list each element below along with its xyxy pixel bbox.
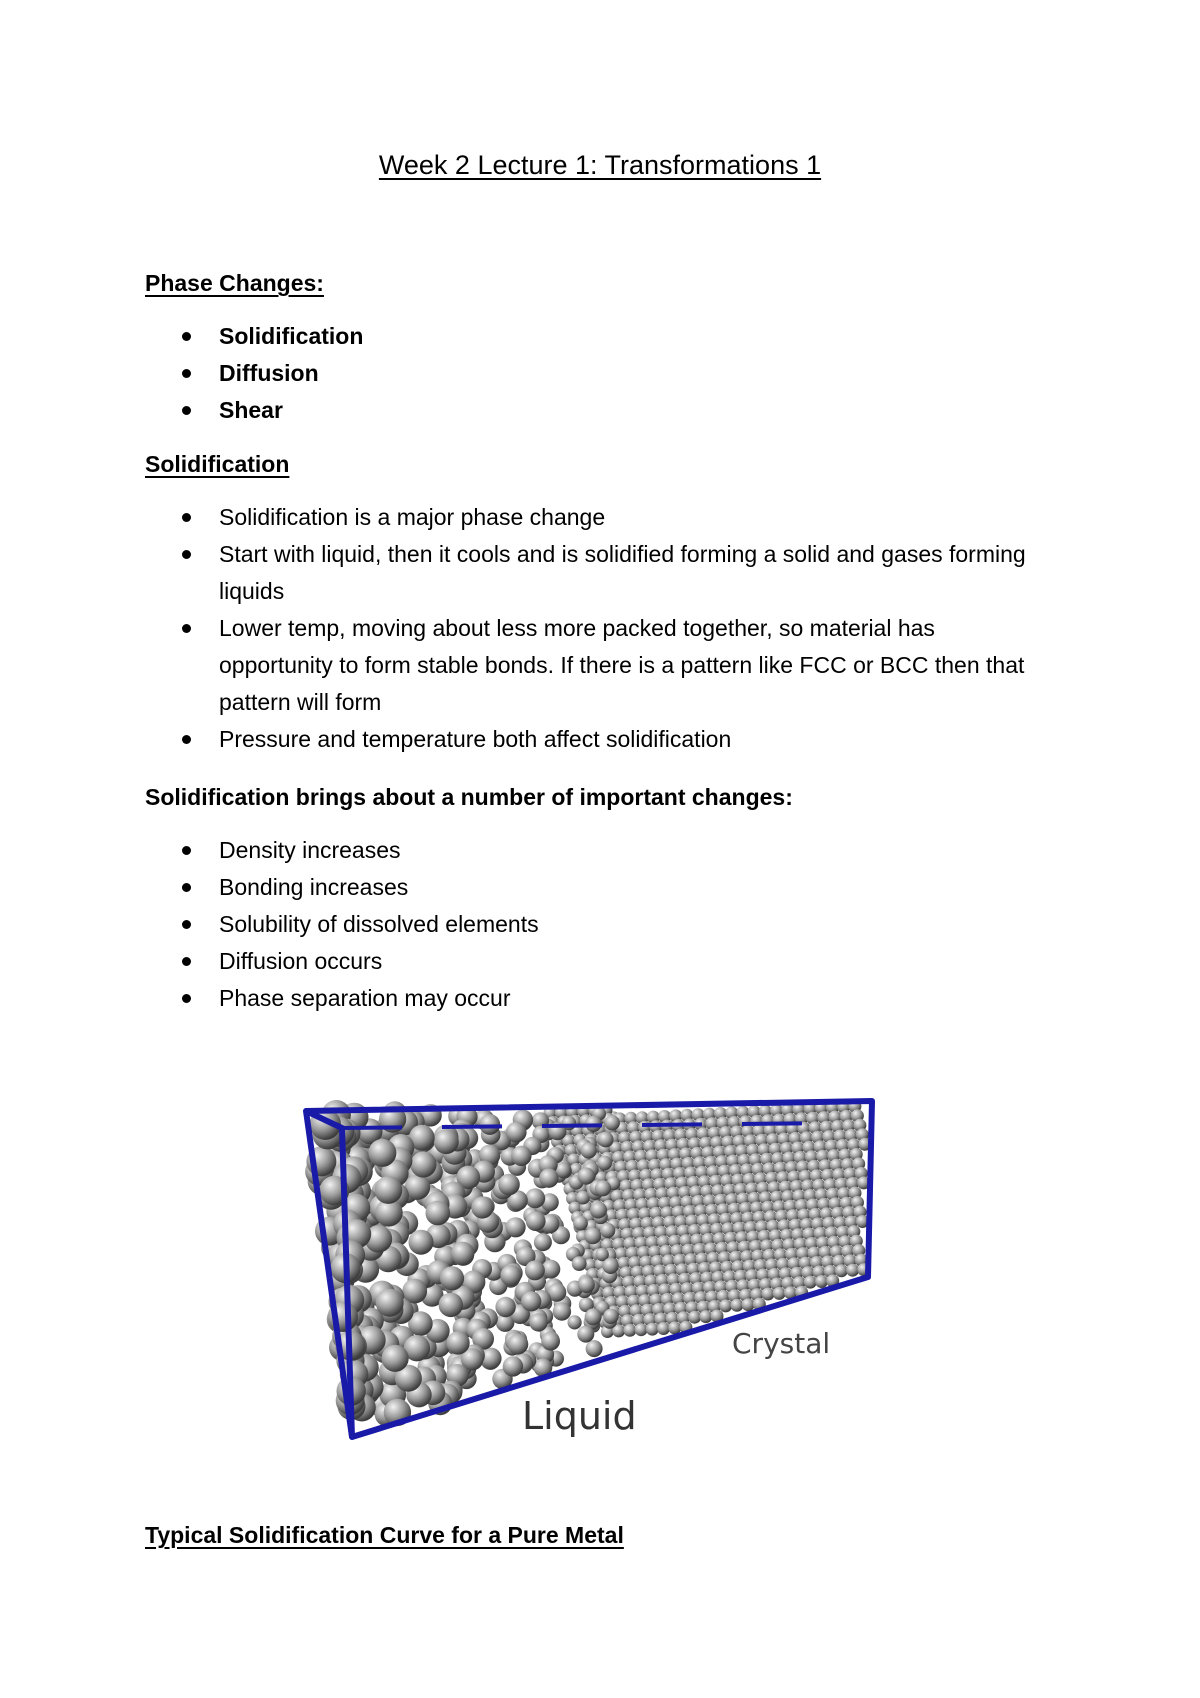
list-item: Density increases [145, 832, 1065, 869]
list-item: Solidification is a major phase change [145, 499, 1045, 536]
atom-sphere [699, 1310, 712, 1323]
list-item: Bonding increases [145, 869, 1065, 906]
atom-sphere [597, 1156, 612, 1171]
atom-sphere [410, 1151, 436, 1177]
atom-sphere [815, 1275, 828, 1288]
atom-box-illustration [300, 1095, 880, 1440]
list-item: Start with liquid, then it cools and is solidified forming a solid and gases forming liquids [145, 536, 1045, 610]
atom-sphere [591, 1202, 607, 1218]
bullet-icon [182, 883, 191, 892]
atom-sphere [581, 1142, 597, 1158]
atom-sphere [573, 1216, 588, 1231]
atom-sphere [578, 1168, 595, 1185]
atom-sphere [584, 1228, 601, 1245]
changes-heading: Solidification brings about a number of important changes: [145, 784, 793, 810]
list-item: Diffusion occurs [145, 943, 1065, 980]
bullet-icon [182, 735, 191, 744]
phase-changes-list [145, 318, 1065, 429]
atom-sphere [603, 1309, 618, 1324]
atom-sphere [568, 1315, 582, 1329]
atom-sphere [498, 1174, 520, 1196]
page-title: Week 2 Lecture 1: Transformations 1 [378, 150, 822, 180]
bullet-icon [182, 406, 191, 415]
list-item: Diffusion [145, 355, 1065, 392]
atom-sphere [600, 1223, 615, 1238]
atom-sphere [635, 1323, 648, 1336]
atom-sphere [730, 1299, 743, 1312]
atom-sphere [500, 1265, 521, 1286]
crystal-label: Crystal [732, 1327, 831, 1360]
bullet-icon [182, 550, 191, 559]
bullet-icon [182, 920, 191, 929]
atom-sphere [835, 1264, 848, 1277]
atom-sphere [451, 1242, 474, 1265]
atom-sphere [506, 1122, 527, 1143]
atom-sphere [526, 1211, 546, 1231]
atom-sphere [646, 1323, 659, 1336]
curve-heading: Typical Solidification Curve for a Pure Metal [145, 1522, 624, 1548]
atom-sphere [598, 1132, 614, 1148]
atom-sphere [426, 1201, 451, 1226]
atom-sphere [375, 1176, 403, 1204]
solidification-heading: Solidification [145, 451, 290, 477]
atom-sphere [719, 1299, 732, 1312]
list-item: Lower temp, moving about less more packed together, so material has opportunity to form stable bonds. If there is a pattern like FCC or BCC then that pattern will form [145, 610, 1045, 721]
atom-sphere [508, 1334, 529, 1355]
atom-sphere [577, 1326, 594, 1343]
atom-sphere [525, 1188, 545, 1208]
bullet-icon [182, 369, 191, 378]
bullet-icon [182, 513, 191, 522]
atom-sphere [553, 1302, 571, 1320]
atom-sphere [623, 1324, 636, 1337]
liquid-crystal-figure [300, 1095, 880, 1440]
phase-changes-heading: Phase Changes: [145, 270, 324, 296]
atom-sphere [434, 1129, 459, 1154]
list-item: Phase separation may occur [145, 980, 1065, 1017]
atom-sphere [440, 1266, 464, 1290]
atom-sphere [471, 1196, 493, 1218]
atom-sphere [368, 1139, 396, 1167]
list-item: Shear [145, 392, 1065, 429]
atom-sphere [534, 1233, 552, 1251]
atom-sphere [578, 1276, 595, 1293]
atom-sphere [595, 1180, 611, 1196]
atom-sphere [585, 1308, 602, 1325]
bullet-icon [182, 332, 191, 341]
atom-sphere [503, 1356, 523, 1376]
list-item: Pressure and temperature both affect solidification [145, 721, 1045, 758]
atom-sphere [688, 1311, 701, 1324]
list-item: Solidification [145, 318, 1065, 355]
atom-sphere [495, 1297, 515, 1317]
changes-list [145, 832, 1065, 1017]
atom-sphere [446, 1331, 469, 1354]
bullet-icon [182, 994, 191, 1003]
atom-sphere [586, 1340, 603, 1357]
bullet-icon [182, 846, 191, 855]
bullet-icon [182, 624, 191, 633]
liquid-label: Liquid [522, 1394, 637, 1438]
atoms-layer [305, 1100, 871, 1427]
atom-sphere [539, 1169, 558, 1188]
atom-sphere [525, 1260, 545, 1280]
atom-sphere [541, 1332, 560, 1351]
atom-sphere [382, 1345, 409, 1372]
atom-sphere [572, 1256, 587, 1271]
atom-sphere [846, 1264, 859, 1277]
atom-sphere [521, 1291, 541, 1311]
atom-sphere [506, 1217, 526, 1237]
atom-sphere [605, 1115, 620, 1130]
atom-sphere [742, 1298, 755, 1311]
atom-sphere [409, 1230, 434, 1255]
atom-sphere [376, 1289, 404, 1317]
bullet-icon [182, 957, 191, 966]
atom-sphere [657, 1322, 670, 1335]
atom-sphere [773, 1287, 786, 1300]
list-item: Solubility of dissolved elements [145, 906, 1065, 943]
atom-sphere [511, 1146, 531, 1166]
solidification-list [145, 499, 1045, 758]
atom-sphere [804, 1276, 817, 1289]
atom-sphere [529, 1313, 547, 1331]
atom-sphere [439, 1293, 463, 1317]
atom-sphere [603, 1258, 619, 1274]
atom-sphere [762, 1288, 775, 1301]
